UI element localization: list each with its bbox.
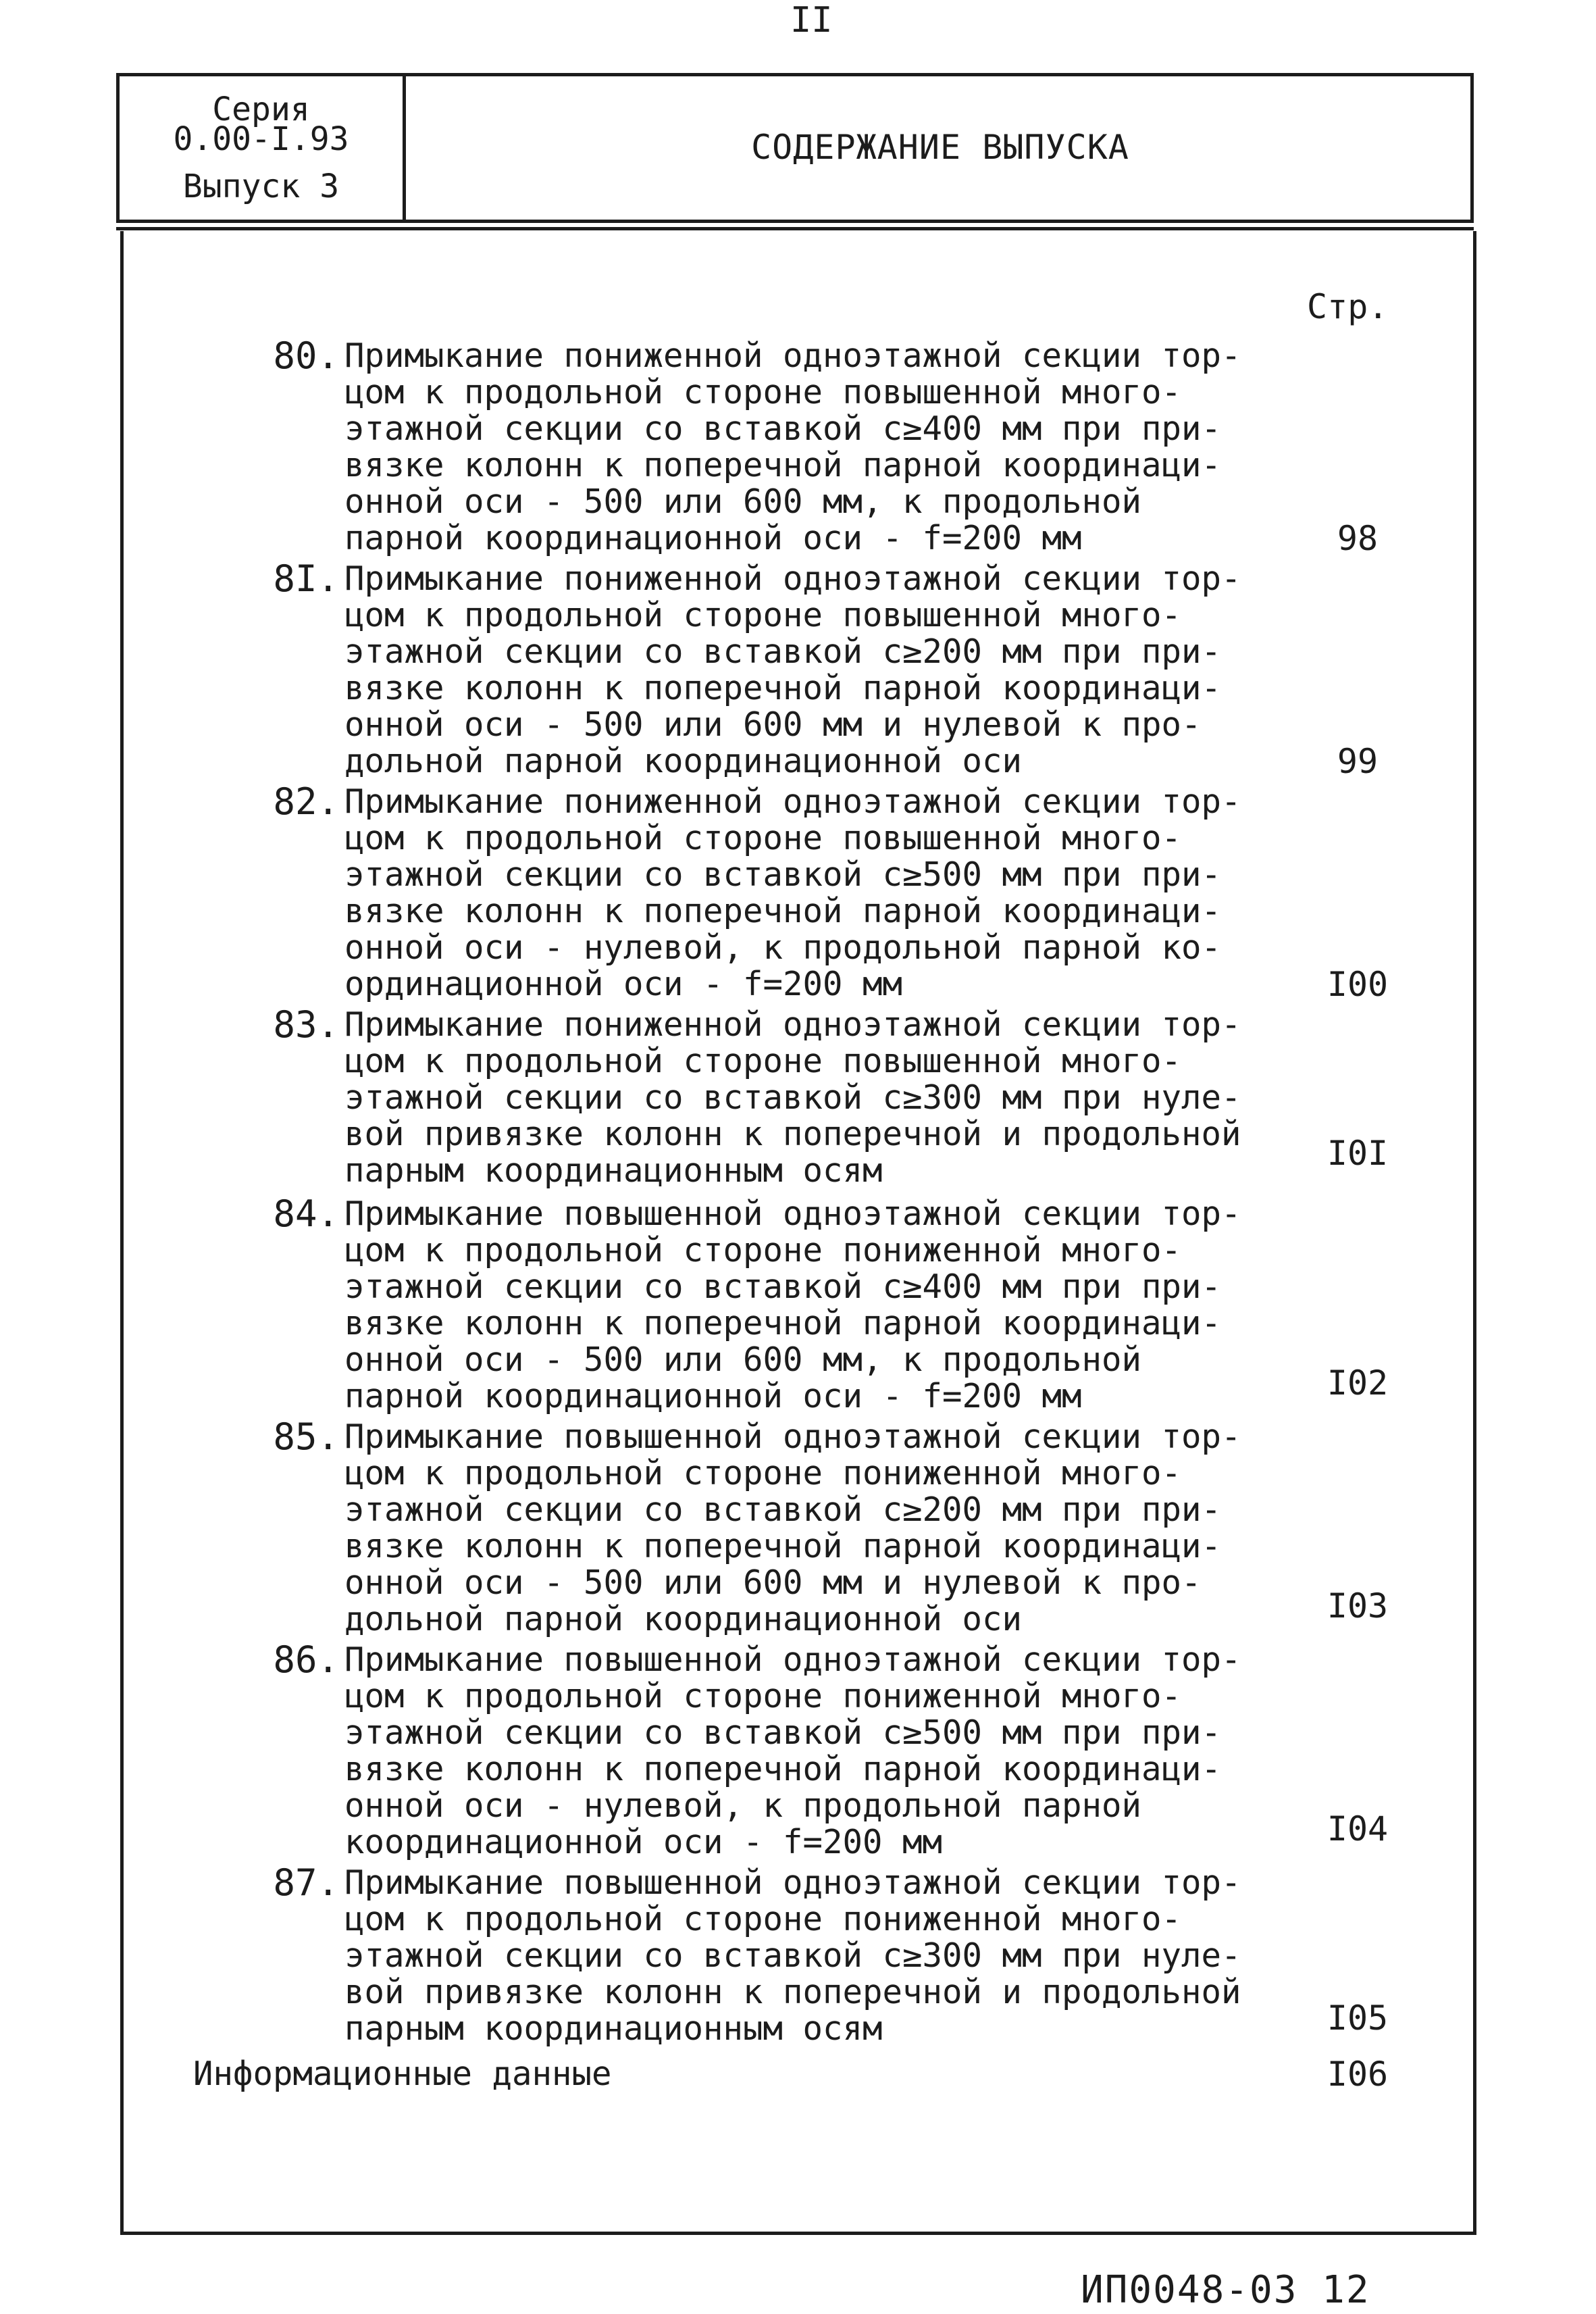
entry-text: Примыкание повышенной одноэтажной секции тор- цом к продольной стороне пониженной много- этажной секции со вставкой c≥400 мм при при- вязке колонн к поперечной парной координаци- онной оси - 500 или 600 мм, к продольной парной координационной оси - f=200 мм	[344, 1194, 1241, 1415]
entry-number: 8I.	[273, 557, 339, 600]
entry-number: 85.	[273, 1415, 339, 1458]
title-block	[116, 73, 1474, 223]
page-number: II	[790, 0, 833, 41]
entry-text: Примыкание пониженной одноэтажной секции тор- цом к продольной стороне повышенной много- этажной секции со вставкой c≥200 мм при при- вязке колонн к поперечной парной координаци- онной оси - 500 или 600 мм и нулевой к про- дольной парной координационной оси	[344, 559, 1241, 780]
series-label: Серия	[212, 91, 310, 128]
entry-page: I05	[1327, 1998, 1389, 2038]
entry-number: 84.	[273, 1192, 339, 1235]
entry-page: I00	[1327, 965, 1389, 1004]
entry-number: 87.	[273, 1861, 339, 1904]
header-divider	[116, 227, 1474, 230]
entry-page: I03	[1327, 1586, 1389, 1626]
page-column-label: Стр.	[1307, 287, 1389, 326]
entry-page: 99	[1337, 742, 1379, 781]
series-cell	[120, 76, 406, 220]
document-title: СОДЕРЖАНИЕ ВЫПУСКА	[751, 128, 1129, 167]
issue-label: Выпуск 3	[182, 168, 340, 205]
entry-number: 80.	[273, 334, 339, 377]
entry-page: I0I	[1327, 1134, 1389, 1173]
entry-number: 86.	[273, 1638, 339, 1681]
entry-number: 83.	[273, 1003, 339, 1046]
document-code: ИП0048-03 12	[1081, 2268, 1370, 2312]
entry-text: Примыкание повышенной одноэтажной секции тор- цом к продольной стороне пониженной много- этажной секции со вставкой c≥300 мм при нуле- вой привязке колонн к поперечной и продольной парным координационным осям	[344, 1863, 1241, 2048]
entry-page: I04	[1327, 1809, 1389, 1848]
entry-text: Примыкание пониженной одноэтажной секции тор- цом к продольной стороне повышенной много- этажной секции со вставкой c≥500 мм при при- вязке колонн к поперечной парной координаци- онной оси - нулевой, к продольной парной ко- ординационной оси - f=200 мм	[344, 782, 1241, 1003]
entry-text: Примыкание повышенной одноэтажной секции тор- цом к продольной стороне пониженной много- этажной секции со вставкой c≥500 мм при при- вязке колонн к поперечной парной координаци- онной оси - нулевой, к продольной парной координационной оси - f=200 мм	[344, 1640, 1241, 1861]
entry-page: 98	[1337, 519, 1379, 558]
entry-text: Примыкание повышенной одноэтажной секции тор- цом к продольной стороне пониженной много- этажной секции со вставкой c≥200 мм при при- вязке колонн к поперечной парной координаци- онной оси - 500 или 600 мм и нулевой к про- дольной парной координационной оси	[344, 1417, 1241, 1638]
info-label: Информационные данные	[193, 2055, 612, 2093]
info-page: I06	[1327, 2055, 1389, 2094]
series-code: 0.00-I.93	[173, 120, 349, 158]
entry-text: Примыкание пониженной одноэтажной секции тор- цом к продольной стороне повышенной много- этажной секции со вставкой c≥300 мм при нуле- вой привязке колонн к поперечной и продольной парным координационным осям	[344, 1005, 1241, 1190]
entry-number: 82.	[273, 780, 339, 823]
entry-page: I02	[1327, 1363, 1389, 1403]
entry-text: Примыкание пониженной одноэтажной секции тор- цом к продольной стороне повышенной много- этажной секции со вставкой c≥400 мм при при- вязке колонн к поперечной парной координаци- онной оси - 500 или 600 мм, к продольной парной координационной оси - f=200 мм	[344, 336, 1241, 557]
